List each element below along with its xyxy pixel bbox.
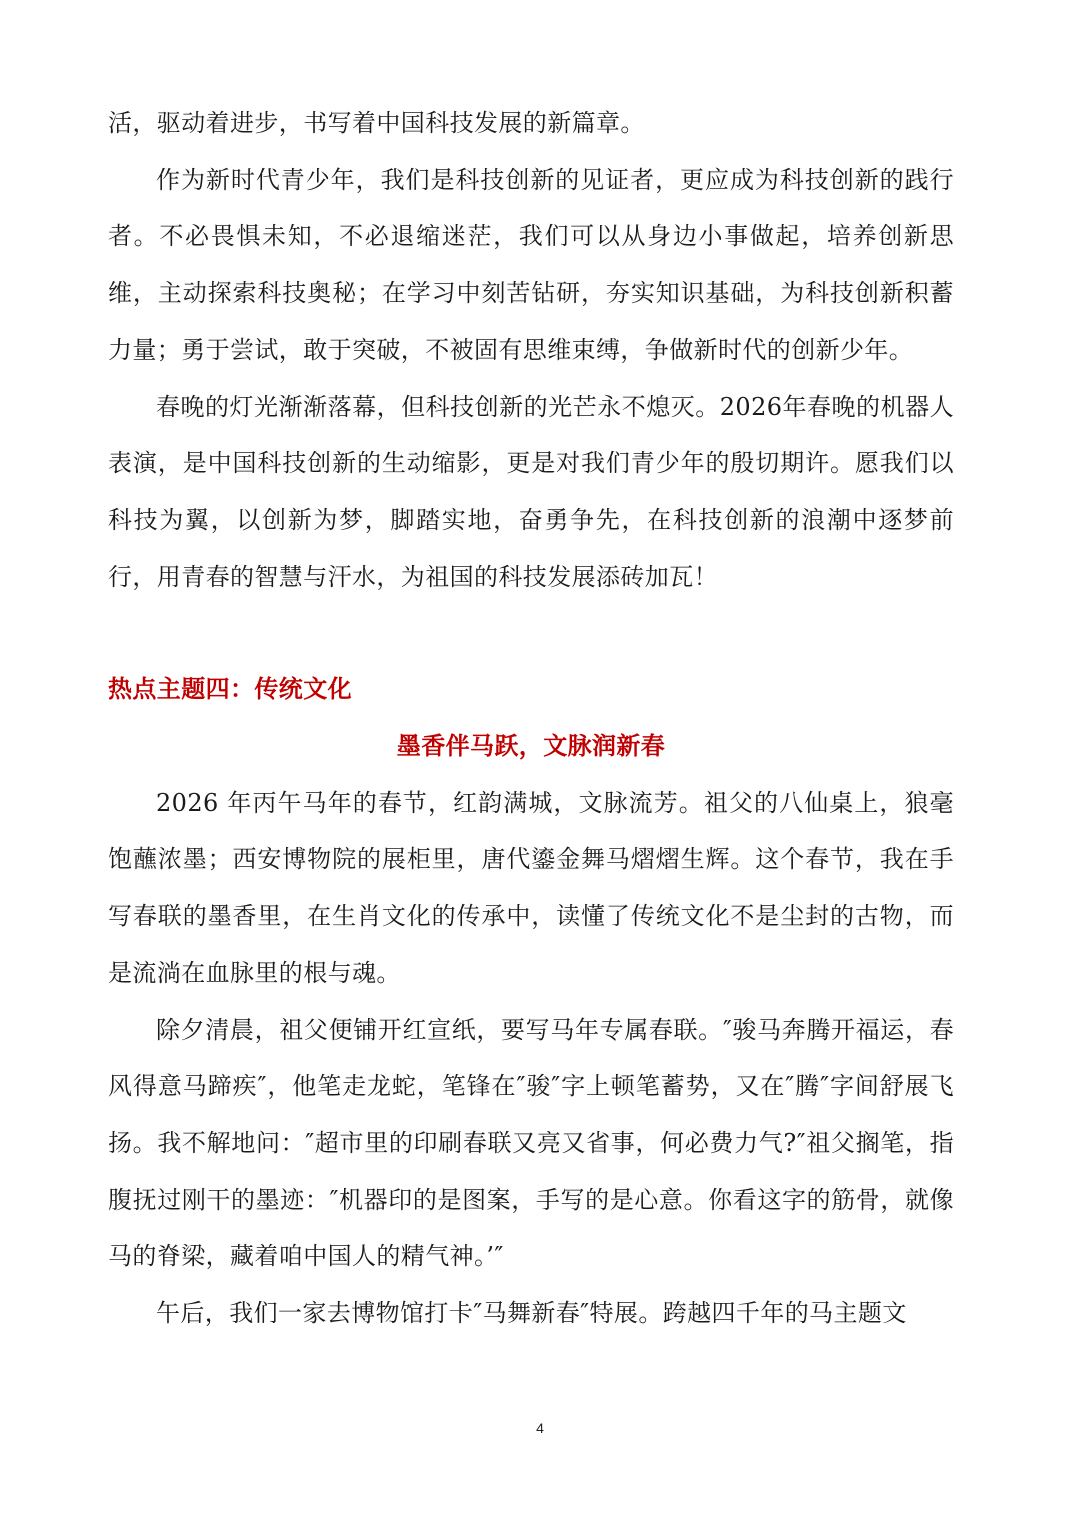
paragraph-continuation: 活，驱动着进步，书写着中国科技发展的新篇章。 [108,109,645,137]
page-number: 4 [536,1420,544,1436]
paragraph-youth-role: 作为新时代青少年，我们是科技创新的见证者，更应成为科技创新的践行者。不必畏惧未知，不必退缩迷茫，我们可以从身边小事做起，培养创新思维，主动探索科技奥秘；在学习中刻苦钻研，夯实知识基础，为科技创新积蓄力量；勇于尝试，敢于突破，不被固有思维束缚，争做新时代的创新少年。 [108,165,954,364]
document-page [108,95,954,1342]
paragraph-couplets: 除夕清晨，祖父便铺开红宣纸，要写马年专属春联。″骏马奔腾开福运，春风得意马蹄疾″，他笔走龙蛇，笔锋在″骏″字上顿笔蓄势，又在″腾″字间舒展飞扬。我不解地问：″超市里的印刷春联又亮又省事，何必费力气?″祖父搁笔，指腹抚过刚干的墨迹：″机器印的是图案，手写的是心意。你看这字的筋骨，就像马的脊梁，藏着咱中国人的精气神。’″ [108,1015,954,1271]
paragraph-spring-festival: 2026 年丙午马年的春节，红韵满城，文脉流芳。祖父的八仙桌上，狼毫饱蘸浓墨；西安博物院的展柜里，唐代鎏金舞马熠熠生辉。这个春节，我在手写春联的墨香里，在生肖文化的传承中，读懂了传统文化不是尘封的古物，而是流淌在血脉里的根与魂。 [108,788,954,987]
section-heading: 热点主题四：传统文化 [108,674,352,704]
article-title: 墨香伴马跃，文脉润新春 [396,731,666,761]
paragraph-conclusion: 春晚的灯光渐渐落幕，但科技创新的光芒永不熄灭。2026年春晚的机器人表演，是中国科技创新的生动缩影，更是对我们青少年的殷切期许。愿我们以科技为翼，以创新为梦，脚踏实地，奋勇争先，在科技创新的浪潮中逐梦前行，用青春的智慧与汗水，为祖国的科技发展添砖加瓦！ [108,392,954,591]
paragraph-museum: 午后，我们一家去博物馆打卡″马舞新春″特展。跨越四千年的马主题文 [156,1299,907,1328]
